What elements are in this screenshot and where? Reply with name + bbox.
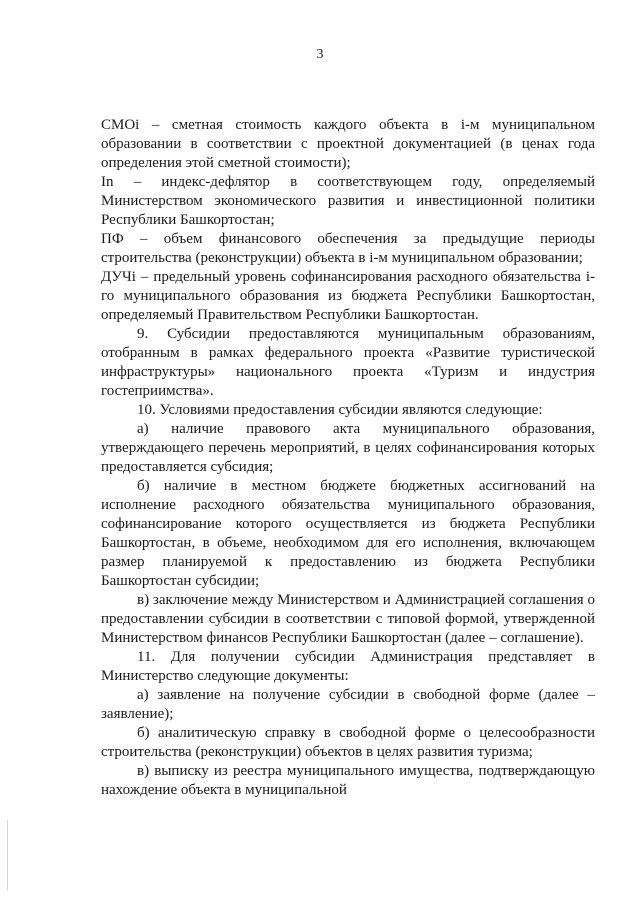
paragraph-clause-9: 9. Субсидии предоставляются муниципальным образованиям, отобранным в рамках федерального проекта «Развитие туристической инфраструктуры» национального проекта «Туризм и индустрия гостеприимства». [101, 326, 595, 399]
paragraph-clause-11-b: б) аналитическую справку в свободной форме о целесообразности строительства (реконструкции) объектов в целях развития туризма; [101, 725, 595, 760]
paragraph-clause-11: 11. Для получении субсидии Администрация представляет в Министерство следующие документы: [101, 649, 595, 684]
paragraph-duch-definition: ДУЧi – предельный уровень софинансирования расходного обязательства i-го муниципального образования из бюджета Республики Башкортостан, определяемый Правительством Республики Башкортостан. [101, 269, 595, 323]
paragraph-pf-definition: ПФ – объем финансового обеспечения за предыдущие периоды строительства (реконструкции) объекта в i-м муниципальном образовании; [101, 231, 595, 266]
paragraph-clause-11-a: а) заявление на получение субсидии в свободной форме (далее – заявление); [101, 687, 595, 722]
paragraph-deflator-definition: In – индекс-дефлятор в соответствующем году, определяемый Министерством экономического развития и инвестиционной политики Республики Башкортостан; [101, 174, 595, 228]
document-body [101, 116, 595, 800]
paragraph-clause-10-v: в) заключение между Министерством и Администрацией соглашения о предоставлении субсидии в соответствии с типовой формой, утвержденной Министерством финансов Республики Башкортостан (далее – соглашение). [101, 592, 595, 646]
page-number: 3 [316, 47, 324, 62]
paragraph-smo-definition: СМОi – сметная стоимость каждого объекта в i-м муниципальном образовании в соответствии с проектной документацией (в ценах года определения этой сметной стоимости); [101, 117, 595, 171]
paragraph-clause-10: 10. Условиями предоставления субсидии являются следующие: [137, 402, 543, 418]
paragraph-clause-10-b: б) наличие в местном бюджете бюджетных ассигнований на исполнение расходного обязательства муниципального образования, софинансирование которого осуществляется из бюджета Республики Башкортостан, в объеме, необходимом для его исполнения, включающем размер планируемой к предоставлению из бюджета Республики Башкортостан субсидии; [101, 478, 595, 589]
paragraph-clause-11-v: в) выписку из реестра муниципального имущества, подтверждающую нахождение объекта в муниципальной [101, 763, 595, 798]
scan-edge-mark [7, 820, 8, 890]
paragraph-clause-10-a: а) наличие правового акта муниципального образования, утверждающего перечень мероприятий, в целях софинансирования которых предоставляется субсидия; [101, 421, 595, 475]
